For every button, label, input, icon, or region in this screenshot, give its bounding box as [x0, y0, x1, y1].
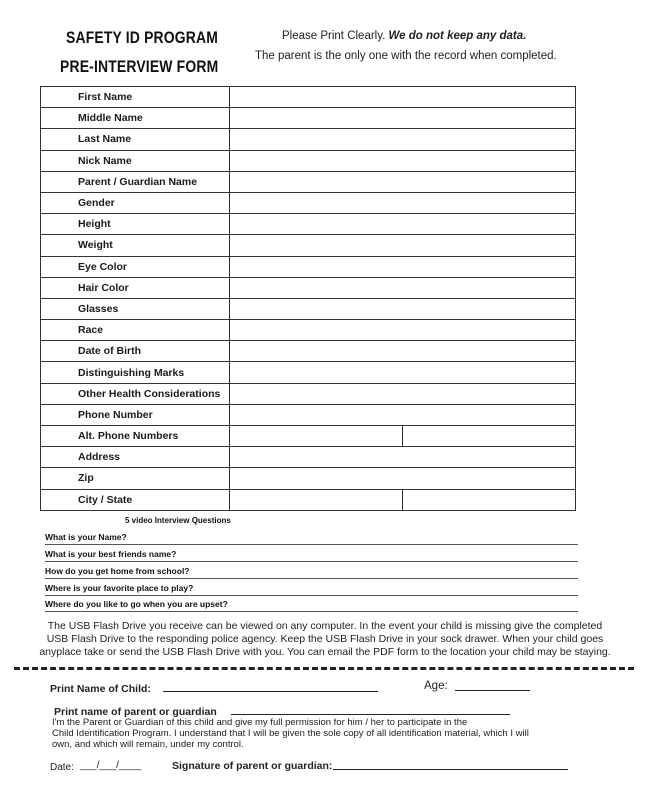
- field-label: Hair Color: [41, 277, 230, 298]
- field-label: Height: [41, 214, 230, 235]
- field-label: Parent / Guardian Name: [41, 171, 230, 192]
- field-value-input[interactable]: [230, 468, 576, 489]
- field-value-input-secondary[interactable]: [403, 426, 576, 447]
- field-label: Race: [41, 320, 230, 341]
- instructions-line1: The USB Flash Drive you receive can be viewed on any computer. In the event your child is missing give the completed: [47, 620, 603, 632]
- field-label: City / State: [41, 489, 230, 510]
- form-row: [41, 235, 576, 256]
- form-row: [41, 108, 576, 129]
- signature-label: Signature of parent or guardian:: [172, 760, 333, 772]
- child-name-input[interactable]: [163, 691, 378, 692]
- parent-name-input[interactable]: [231, 714, 510, 715]
- field-value-input[interactable]: [230, 171, 576, 192]
- form-row: [41, 150, 576, 171]
- field-label: Alt. Phone Numbers: [41, 426, 230, 447]
- field-value-input[interactable]: [230, 150, 576, 171]
- form-row: [41, 468, 576, 489]
- field-label: Eye Color: [41, 256, 230, 277]
- field-value-input[interactable]: [230, 362, 576, 383]
- form-row: [41, 277, 576, 298]
- field-value-input[interactable]: [230, 404, 576, 425]
- form-row: [41, 171, 576, 192]
- question-3[interactable]: [45, 566, 578, 579]
- form-row: [41, 320, 576, 341]
- field-value-input[interactable]: [230, 235, 576, 256]
- notice-plain: Please Print Clearly.: [282, 30, 389, 42]
- field-label: Phone Number: [41, 404, 230, 425]
- consent-text-line1: I'm the Parent or Guardian of this child and give my full permission for him / her to participate in the: [52, 717, 468, 728]
- date-input[interactable]: ___/___/____: [80, 760, 142, 771]
- field-label: Nick Name: [41, 150, 230, 171]
- child-info-table: [40, 86, 576, 511]
- field-label: Weight: [41, 235, 230, 256]
- consent-text-line2: Child Identification Program. I understand that I will be given the sole copy of all identification material, which I will: [52, 728, 529, 739]
- question-3-text: How do you get home from school?: [45, 566, 190, 576]
- form-row: [41, 489, 576, 510]
- field-value-input[interactable]: [230, 256, 576, 277]
- form-row: [41, 426, 576, 447]
- age-input[interactable]: [455, 690, 530, 691]
- date-label: Date:: [50, 762, 74, 773]
- notice-line1: [282, 30, 526, 42]
- form-row: [41, 129, 576, 150]
- child-name-label: Print Name of Child:: [50, 683, 151, 695]
- age-label: Age:: [424, 680, 448, 692]
- question-4[interactable]: [45, 583, 578, 596]
- cut-line-divider: [14, 667, 634, 670]
- question-4-text: Where is your favorite place to play?: [45, 583, 194, 593]
- field-label: Gender: [41, 192, 230, 213]
- field-value-input[interactable]: [230, 341, 576, 362]
- question-5-text: Where do you like to go when you are upset?: [45, 599, 228, 609]
- field-label: Zip: [41, 468, 230, 489]
- field-value-input[interactable]: [230, 214, 576, 235]
- form-title-line1: SAFETY ID PROGRAM: [66, 28, 219, 47]
- form-row: [41, 341, 576, 362]
- signature-input[interactable]: [333, 769, 568, 770]
- question-1-text: What is your Name?: [45, 532, 127, 542]
- question-2-text: What is your best friends name?: [45, 549, 177, 559]
- form-row: [41, 383, 576, 404]
- form-row: [41, 192, 576, 213]
- field-value-input[interactable]: [230, 298, 576, 319]
- field-label: Distinguishing Marks: [41, 362, 230, 383]
- instructions-line3: anyplace take or send the USB Flash Drive with you. You can email the PDF form to the location your child may be staying.: [39, 646, 611, 658]
- field-value-input[interactable]: [230, 489, 403, 510]
- form-title-line2: PRE-INTERVIEW FORM: [60, 57, 219, 76]
- field-label: Middle Name: [41, 108, 230, 129]
- field-value-input[interactable]: [230, 426, 403, 447]
- field-label: Address: [41, 447, 230, 468]
- question-5[interactable]: [45, 599, 578, 612]
- form-row: [41, 362, 576, 383]
- field-label: Date of Birth: [41, 341, 230, 362]
- field-value-input[interactable]: [230, 447, 576, 468]
- notice-bold: We do not keep any data.: [388, 30, 527, 42]
- consent-text: [52, 717, 612, 750]
- instructions-paragraph: [20, 620, 630, 659]
- questions-title: 5 video Interview Questions: [125, 516, 231, 525]
- field-label: Glasses: [41, 298, 230, 319]
- field-value-input[interactable]: [230, 192, 576, 213]
- field-value-input[interactable]: [230, 87, 576, 108]
- field-value-input-secondary[interactable]: [403, 489, 576, 510]
- field-label: Other Health Considerations: [41, 383, 230, 404]
- instructions-line2: USB Flash Drive to the responding police agency. Keep the USB Flash Drive in your sock drawer. When your child goes: [46, 633, 604, 645]
- question-1[interactable]: [45, 532, 578, 545]
- notice-line2: The parent is the only one with the record when completed.: [255, 50, 557, 62]
- parent-name-label: Print name of parent or guardian: [54, 706, 217, 718]
- form-row: [41, 298, 576, 319]
- consent-text-line3: own, and which will remain, under my control.: [52, 739, 244, 750]
- form-row: [41, 256, 576, 277]
- question-2[interactable]: [45, 549, 578, 562]
- field-label: First Name: [41, 87, 230, 108]
- form-row: [41, 447, 576, 468]
- form-row: [41, 404, 576, 425]
- field-value-input[interactable]: [230, 383, 576, 404]
- field-value-input[interactable]: [230, 108, 576, 129]
- form-row: [41, 87, 576, 108]
- field-label: Last Name: [41, 129, 230, 150]
- field-value-input[interactable]: [230, 277, 576, 298]
- field-value-input[interactable]: [230, 129, 576, 150]
- field-value-input[interactable]: [230, 320, 576, 341]
- form-row: [41, 214, 576, 235]
